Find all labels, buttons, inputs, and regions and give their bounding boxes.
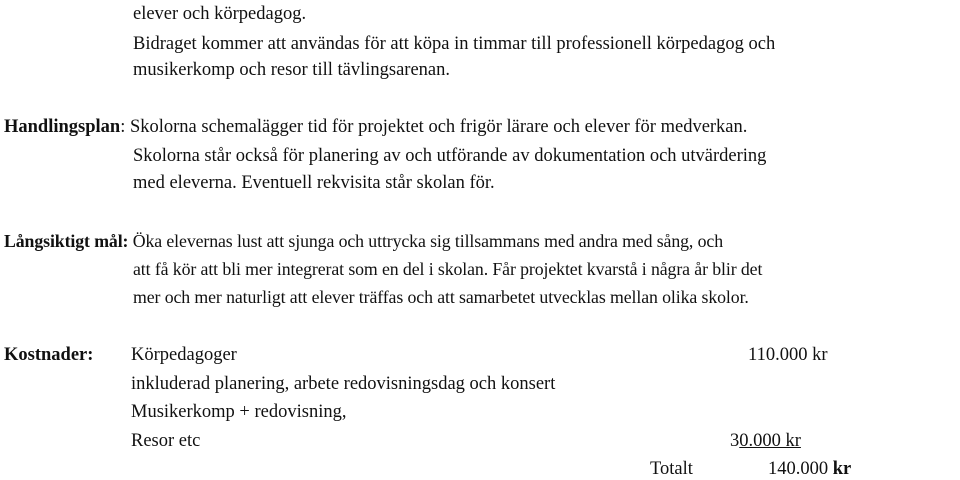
total-number: 140.000 bbox=[768, 459, 833, 479]
cost-item-1: Körpedagoger bbox=[131, 345, 237, 365]
plan-line-3: med eleverna. Eventuell rekvisita står skolan för. bbox=[133, 173, 495, 193]
cost-amount-1: 110.000 kr bbox=[748, 345, 828, 365]
intro-line-1: elever och körpedagog. bbox=[133, 4, 307, 24]
costs-label: Kostnader: bbox=[4, 345, 94, 365]
cost-item-3: Musikerkomp + redovisning, bbox=[131, 402, 347, 422]
cost-item-2: inkluderad planering, arbete redovisningsdag och konsert bbox=[131, 374, 556, 394]
plan-colon: : bbox=[120, 117, 126, 137]
plan-line-1 bbox=[4, 116, 747, 138]
total-amount bbox=[768, 458, 851, 480]
intro-line-3: musikerkomp och resor till tävlingsarenan. bbox=[133, 60, 450, 80]
cost-amount-2-underlined: 0.000 kr bbox=[739, 431, 801, 451]
intro-line-2: Bidraget kommer att användas för att köpa in timmar till professionell körpedagog och bbox=[133, 34, 776, 54]
total-label: Totalt bbox=[650, 459, 693, 479]
cost-amount-2-prefix: 3 bbox=[730, 431, 740, 451]
plan-line-2: Skolorna står också för planering av och utförande av dokumentation och utvärdering bbox=[133, 146, 767, 166]
goal-text-1: Öka elevernas lust att sjunga och uttrycka sig tillsammans med andra med sång, och bbox=[128, 231, 723, 251]
goal-line-2: att få kör att bli mer integrerat som en del i skolan. Får projektet kvarstå i några år blir det bbox=[133, 259, 763, 279]
goal-line-3: mer och mer naturligt att elever träffas och att samarbetet utvecklas mellan olika skolor. bbox=[133, 287, 749, 307]
total-unit: kr bbox=[832, 459, 852, 479]
cost-item-4: Resor etc bbox=[131, 431, 201, 451]
plan-text-1: Skolorna schemalägger tid för projektet och frigör lärare och elever för medverkan. bbox=[125, 117, 748, 137]
goal-label: Långsiktigt mål: bbox=[4, 231, 129, 251]
goal-line-1 bbox=[4, 230, 723, 252]
cost-amount-2 bbox=[730, 430, 801, 452]
plan-label: Handlingsplan bbox=[4, 117, 121, 137]
